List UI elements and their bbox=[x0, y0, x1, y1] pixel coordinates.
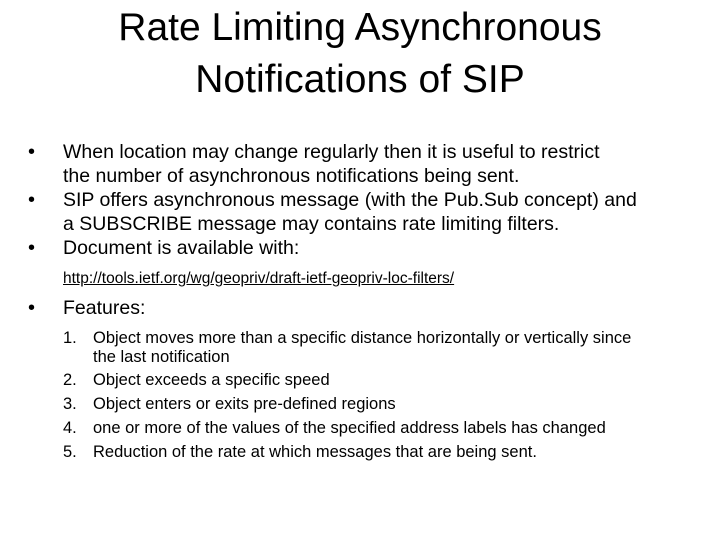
bullet-item-document bbox=[28, 236, 700, 260]
bullet-list bbox=[28, 140, 700, 464]
bullet-dot: • bbox=[28, 189, 36, 211]
feature-number: 2. bbox=[63, 371, 77, 389]
document-link[interactable]: http://tools.ietf.org/wg/geopriv/draft-ietf-geopriv-loc-filters/ bbox=[63, 270, 455, 287]
title-line-1: Rate Limiting Asynchronous bbox=[118, 6, 602, 49]
bullet-dot: • bbox=[28, 237, 36, 259]
bullet-dot: • bbox=[28, 141, 36, 163]
bullet-text-line: a SUBSCRIBE message may contains rate limiting filters. bbox=[63, 213, 560, 235]
features-list bbox=[63, 326, 700, 464]
feature-item-4 bbox=[63, 416, 700, 440]
feature-item-1 bbox=[63, 326, 700, 368]
feature-item-2 bbox=[63, 368, 700, 392]
bullet-text-line: When location may change regularly then it is useful to restrict bbox=[63, 141, 600, 163]
bullet-text-line: SIP offers asynchronous message (with the Pub.Sub concept) and bbox=[63, 189, 637, 211]
feature-text-line: one or more of the values of the specified address labels has changed bbox=[93, 419, 606, 437]
feature-text-line: the last notification bbox=[93, 348, 230, 366]
feature-number: 5. bbox=[63, 443, 77, 461]
bullet-item-restrict bbox=[28, 140, 700, 188]
bullet-text-line: Features: bbox=[63, 297, 146, 319]
bullet-item-sip-offers bbox=[28, 188, 700, 236]
bullet-text-line: the number of asynchronous notifications being sent. bbox=[63, 165, 520, 187]
slide-title bbox=[60, 2, 660, 106]
document-link-line bbox=[63, 269, 700, 289]
feature-text-line: Reduction of the rate at which messages that are being sent. bbox=[93, 443, 537, 461]
feature-item-5 bbox=[63, 440, 700, 464]
title-line-2: Notifications of SIP bbox=[195, 58, 525, 101]
feature-text-line: Object moves more than a specific distance horizontally or vertically since bbox=[93, 329, 632, 347]
feature-number: 3. bbox=[63, 395, 77, 413]
feature-number: 1. bbox=[63, 329, 77, 347]
bullet-text-line: Document is available with: bbox=[63, 237, 300, 259]
feature-item-3 bbox=[63, 392, 700, 416]
feature-number: 4. bbox=[63, 419, 77, 437]
feature-text-line: Object enters or exits pre-defined regions bbox=[93, 395, 396, 413]
bullet-item-features bbox=[28, 296, 700, 320]
feature-text-line: Object exceeds a specific speed bbox=[93, 371, 330, 389]
bullet-dot: • bbox=[28, 297, 36, 319]
